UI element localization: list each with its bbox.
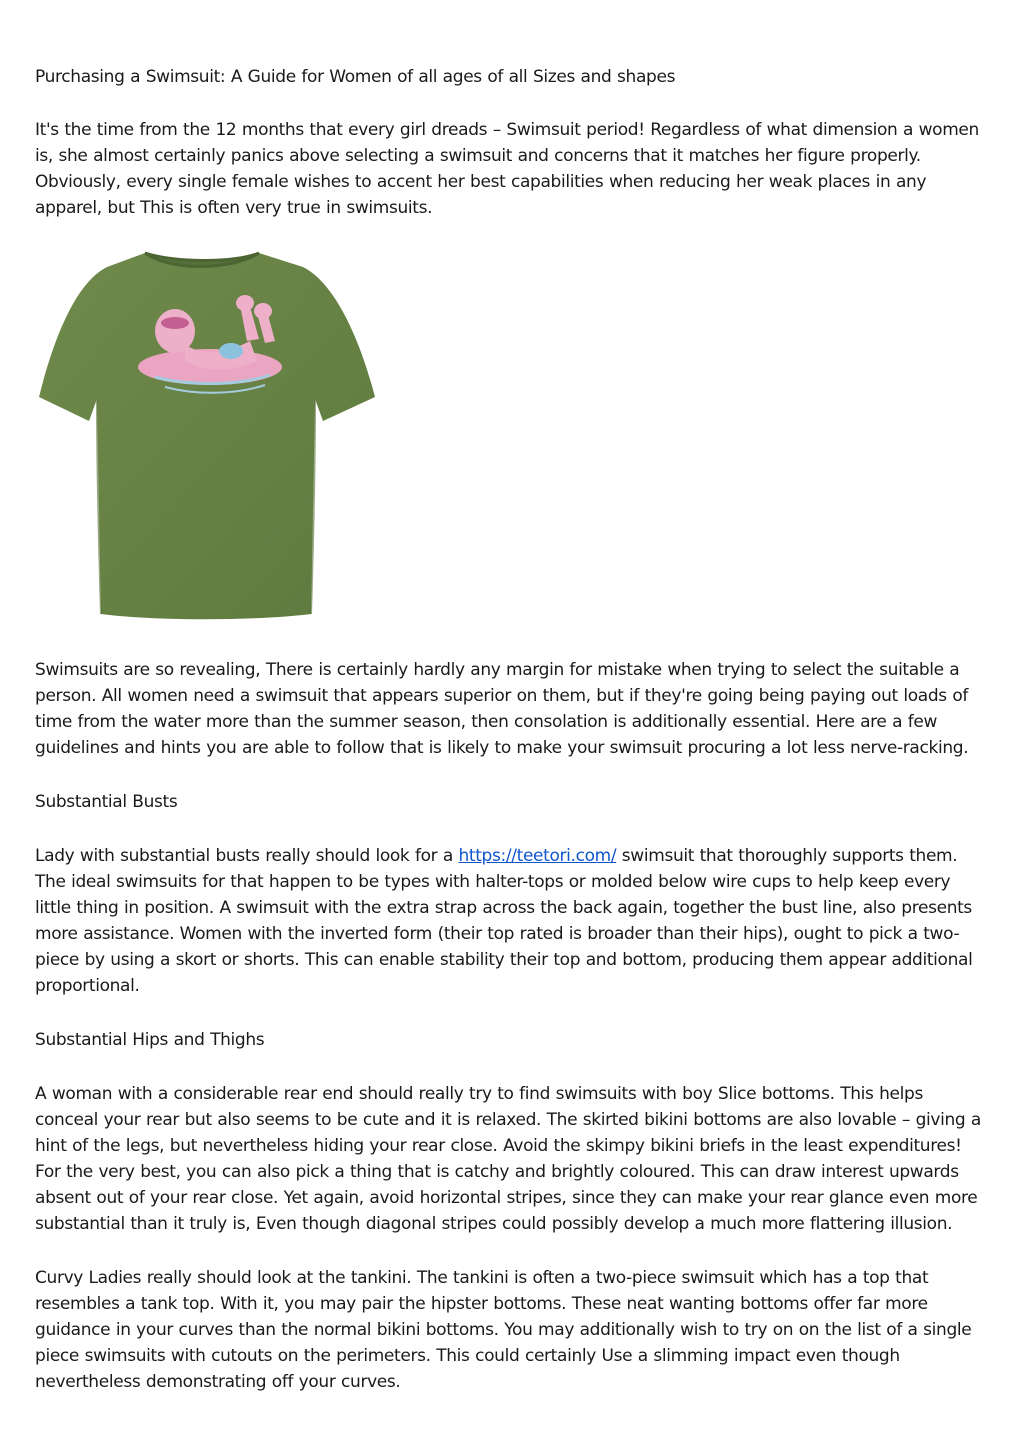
- busts-text-after-link: swimsuit that thoroughly supports them. The ideal swimsuits for that happen to be types with halter-tops or molded below wire cups to help keep every little thing in position. A swimsuit with the extra strap across the back again, together the bust line, also presents more assistance. Women with the inverted form (their top rated is broader than their hips), ought to pick a two-piece by using a skort or shorts. This can enable stability their top and bottom, producing them appear additional proportional.: [35, 846, 973, 996]
- busts-text-before-link: Lady with substantial busts really should look for a: [35, 846, 459, 866]
- document-page: [35, 64, 990, 1423]
- heading-substantial-hips: Substantial Hips and Thighs: [35, 1030, 265, 1050]
- heading-substantial-busts: Substantial Busts: [35, 792, 178, 812]
- busts-paragraph: [35, 843, 990, 999]
- hips-paragraph: A woman with a considerable rear end should really try to find swimsuits with boy Slice bottoms. This helps conceal your rear but also seems to be cute and it is relaxed. The skirted bikini bottoms are also lovable – giving a hint of the legs, but nevertheless hiding your rear close. Avoid the skimpy bikini briefs in the least expenditures! For the very best, you can also pick a thing that is catchy and brightly coloured. This can draw interest upwards absent out of your rear close. Yet again, avoid horizontal stripes, since they can make your rear glance even more substantial than it truly is, Even though diagonal stripes could possibly develop a much more flattering illusion.: [35, 1084, 981, 1234]
- intro-paragraph: It's the time from the 12 months that every girl dreads – Swimsuit period! Regardless of what dimension a women is, she almost certainly panics above selecting a swimsuit and concerns that it matches her figure properly. Obviously, every single female wishes to accent her best capabilities when reducing her weak places in any apparel, but This is often very true in swimsuits.: [35, 120, 979, 218]
- tshirt-image: [35, 249, 375, 621]
- curvy-paragraph: Curvy Ladies really should look at the tankini. The tankini is often a two-piece swimsuit which has a top that resembles a tank top. With it, you may pair the hipster bottoms. These neat wanting bottoms offer far more guidance in your curves than the normal bikini bottoms. You may additionally wish to try on on the list of a single piece swimsuits with cutouts on the perimeters. This could certainly Use a slimming impact even though nevertheless demonstrating off your curves.: [35, 1268, 972, 1392]
- revealing-paragraph: Swimsuits are so revealing, There is certainly hardly any margin for mistake when trying to select the suitable a person. All women need a swimsuit that appears superior on them, but if they're going being paying out loads of time from the water more than the summer season, then consolation is additionally essential. Here are a few guidelines and hints you are able to follow that is likely to make your swimsuit procuring a lot less nerve-racking.: [35, 660, 969, 758]
- article-title: Purchasing a Swimsuit: A Guide for Women of all ages of all Sizes and shapes: [35, 67, 676, 87]
- shirt-body: [39, 253, 375, 619]
- teetori-link[interactable]: https://teetori.com/: [458, 846, 617, 866]
